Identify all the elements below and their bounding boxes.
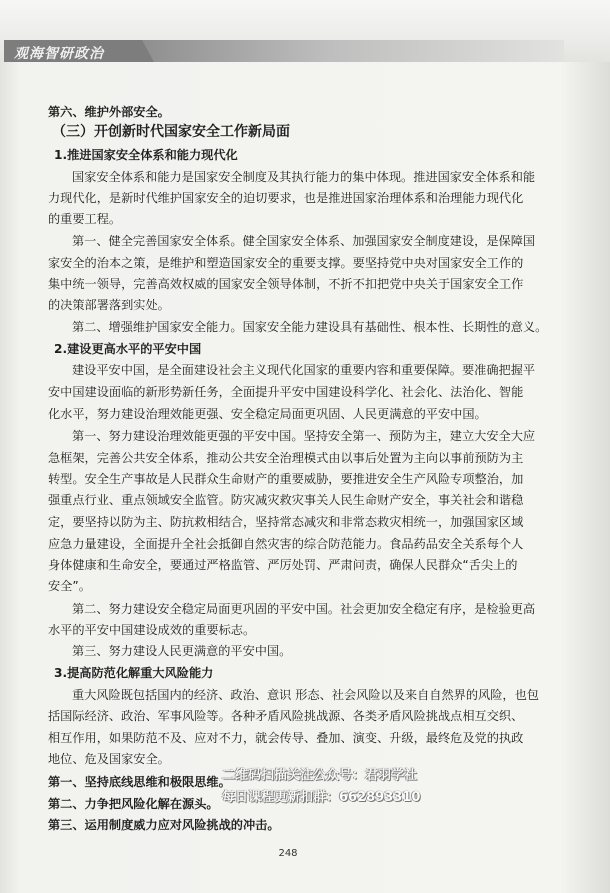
header-label: 观海智研政治 (14, 46, 104, 62)
text-line-l02: （三）开创新时代国家安全工作新局面 (52, 124, 290, 140)
text-line-l21: 应急力量建设，全面提升全社会抵御自然灾害的综合防范能力。食品药品安全关系每个人 (48, 537, 524, 551)
text-line-l22: 身体健康和生命安全，要通过严格监管、严厉处罚、严肃问责，确保人民群众“舌尖上的 (48, 558, 518, 572)
page-number: 248 (278, 848, 298, 859)
text-line-l04: 国家安全体系和能力是国家安全制度及其执行能力的集中体现。推进国家安全体系和能 (72, 170, 536, 184)
text-line-l31: 地位、危及国家安全。 (48, 752, 170, 766)
text-line-l20: 定，要坚持以防为主、防抗救相结合，坚持常态减灾和非常态救灾相统一，加强国家区域 (48, 515, 524, 529)
text-line-l10: 的决策部署落到实处。 (48, 298, 170, 312)
text-line-l32: 第一、坚持底线思维和极限思维。 (48, 775, 231, 789)
text-line-l29: 括国际经济、政治、军事风险等。各种矛盾风险挑战源、各类矛盾风险挑战点相互交织、 (48, 709, 524, 723)
watermark-line-2: 每日课程更新扣群：662893310 (222, 790, 421, 805)
text-line-l03: 1.推进国家安全体系和能力现代化 (54, 148, 238, 162)
text-line-l34: 第三、运用制度威力应对风险挑战的冲击。 (48, 818, 280, 832)
text-line-l07: 第一、健全完善国家安全体系。健全国家安全体系、加强国家安全制度建设，是保障国 (72, 234, 536, 248)
text-line-l11: 第二、增强维护国家安全能力。国家安全能力建设具有基础性、根本性、长期性的意义。 (72, 320, 548, 334)
text-line-l08: 家安全的治本之策，是维护和塑造国家安全的重要支撑。要坚持党中央对国家安全工作的 (48, 256, 524, 270)
text-line-l14: 安中国建设面临的新形势新任务，全面提升平安中国建设科学化、社会化、法治化、智能 (48, 385, 524, 399)
text-line-l24: 第二、努力建设安全稳定局面更巩固的平安中国。社会更加安全稳定有序，是检验更高 (72, 602, 536, 616)
text-line-l27: 3.提高防范化解重大风险能力 (54, 666, 214, 680)
text-line-l13: 建设平安中国，是全面建设社会主义现代化国家的重要内容和重要保障。要准确把握平 (72, 363, 536, 377)
watermark-line-1: 二维码扫描关注公众号：君羽学社 (222, 768, 418, 783)
text-line-l23: 安全”。 (48, 579, 91, 593)
text-line-l06: 的重要工程。 (48, 212, 122, 226)
text-line-l19: 强重点行业、重点领域安全监管。防灾减灾救灾事关人民生命财产安全，事关社会和谐稳 (48, 493, 524, 507)
text-line-l15: 化水平，努力建设治理效能更强、安全稳定局面更巩固、人民更满意的平安中国。 (48, 407, 487, 421)
text-line-l30: 相互作用，如果防范不及、应对不力，就会传导、叠加、演变、升级，最终危及党的执政 (48, 731, 524, 745)
text-line-l09: 集中统一领导，完善高效权威的国家安全领导体制，不折不扣把党中央关于国家安全工作 (48, 277, 524, 291)
text-line-l18: 转型。安全生产事故是人民群众生命财产的重要威胁，要推进安全生产风险专项整治，加 (48, 472, 524, 486)
text-line-l05: 力现代化，是新时代维护国家安全的迫切要求，也是推进国家治理体系和治理能力现代化 (48, 191, 524, 205)
text-line-l01: 第六、维护外部安全。 (48, 105, 170, 119)
text-line-l33: 第二、力争把风险化解在源头。 (48, 797, 219, 811)
text-line-l17: 急框架，完善公共安全体系，推动公共安全治理模式由以事后处置为主向以事前预防为主 (48, 451, 524, 465)
text-line-l28: 重大风险既包括国内的经济、政治、意识 形态、社会风险以及来自自然界的风险，也包 (72, 688, 539, 702)
text-line-l12: 2.建设更高水平的平安中国 (54, 342, 202, 356)
text-line-l26: 第三、努力建设人民更满意的平安中国。 (72, 644, 292, 658)
text-line-l16: 第一、努力建设治理效能更强的平安中国。坚持安全第一、预防为主，建立大安全大应 (72, 429, 536, 443)
text-line-l25: 水平的平安中国建设成效的重要标志。 (48, 623, 256, 637)
